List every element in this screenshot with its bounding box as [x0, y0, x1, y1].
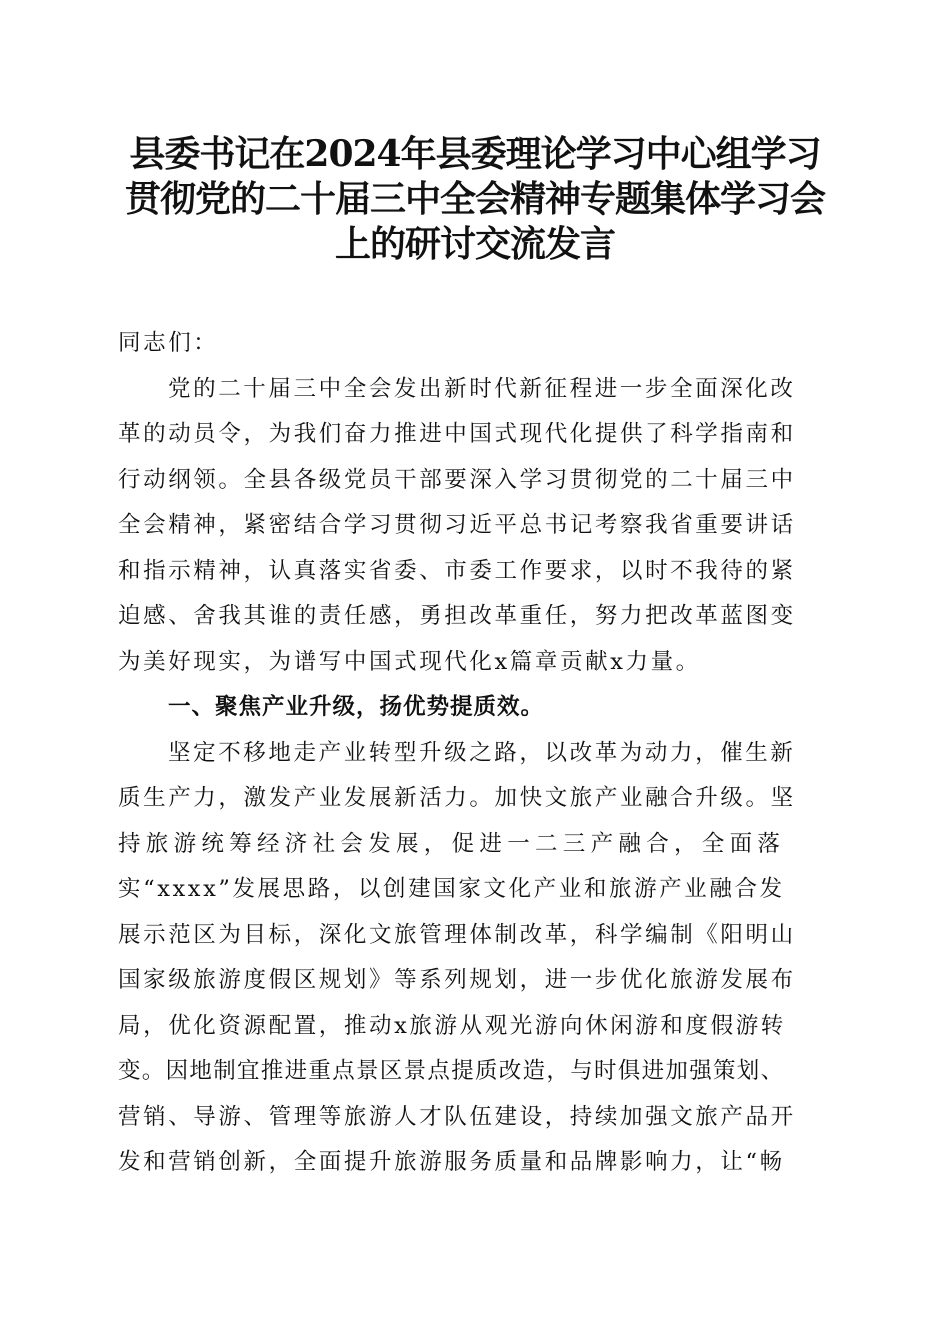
- paragraph-line: 全会精神，紧密结合学习贯彻习近平总书记考察我省重要讲话: [118, 512, 796, 538]
- paragraph-line: 实“xxxx”发展思路，以创建国家文化产业和旅游产业融合发: [118, 876, 785, 902]
- paragraph-line: 展示范区为目标，深化文旅管理体制改革，科学编制《阳明山: [118, 921, 796, 948]
- paragraph-1: [118, 367, 828, 686]
- title-line-2: 贯彻党的二十届三中全会精神专题集体学习会: [124, 178, 825, 220]
- document-body: [118, 321, 828, 1186]
- paragraph-line: 坚定不移地走产业转型升级之路，以改革为动力，催生新: [168, 739, 796, 766]
- paragraph-line: 局，优化资源配置，推动x旅游从观光游向休闲游和度假游转: [118, 1012, 786, 1039]
- paragraph-line: 行动纲领。全县各级党员干部要深入学习贯彻党的二十届三中: [118, 466, 796, 493]
- paragraph-line: 党的二十届三中全会发出新时代新征程进一步全面深化改: [168, 375, 796, 402]
- paragraph-line: 为美好现实，为谱写中国式现代化x篇章贡献x力量。: [118, 648, 701, 675]
- title-line-1: 县委书记在2024年县委理论学习中心组学习: [129, 133, 821, 175]
- paragraph-line: 质生产力，激发产业发展新活力。加快文旅产业融合升级。坚: [118, 785, 796, 811]
- paragraph-line: 营销、导游、管理等旅游人才队伍建设，持续加强文旅产品开: [118, 1103, 796, 1130]
- paragraph-line: 革的动员令，为我们奋力推进中国式现代化提供了科学指南和: [118, 421, 796, 447]
- paragraph-line: 迫感、舍我其谁的责任感，勇担改革重任，努力把改革蓝图变: [118, 603, 796, 629]
- section-heading: 一、聚焦产业升级，扬优势提质效。: [168, 694, 545, 720]
- paragraph-line: 变。因地制宜推进重点景区景点提质改造，与时俱进加强策划、: [118, 1058, 785, 1084]
- document-title: [100, 132, 850, 267]
- paragraph-2: [118, 731, 828, 1186]
- paragraph-line: 持旅游统筹经济社会发展，促进一二三产融合，全面落: [118, 830, 786, 857]
- paragraph-line: 发和营销创新，全面提升旅游服务质量和品牌影响力，让“畅: [118, 1149, 785, 1175]
- salutation: 同志们：: [118, 330, 219, 356]
- paragraph-line: 国家级旅游度假区规划》等系列规划，进一步优化旅游发展布: [118, 967, 796, 993]
- title-line-3: 上的研讨交流发言: [334, 223, 615, 265]
- paragraph-line: 和指示精神，认真落实省委、市委工作要求，以时不我待的紧: [118, 557, 796, 584]
